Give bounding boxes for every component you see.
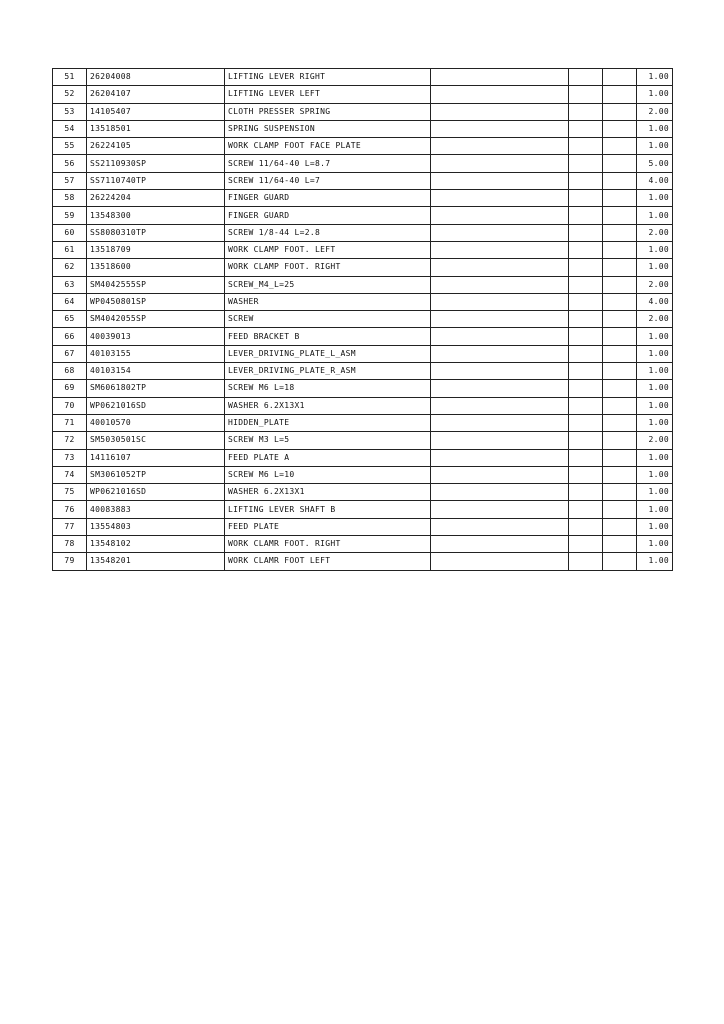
blank-cell	[431, 449, 569, 466]
part-number-cell: 40103154	[87, 363, 225, 380]
table-row	[53, 345, 673, 362]
item-number-cell: 61	[53, 241, 87, 258]
blank-cell	[431, 466, 569, 483]
quantity-cell: 1.00	[637, 345, 673, 362]
part-number-cell: 14116107	[87, 449, 225, 466]
table-row	[53, 536, 673, 553]
part-number-cell: SS2110930SP	[87, 155, 225, 172]
blank-cell	[569, 155, 603, 172]
blank-cell	[431, 432, 569, 449]
quantity-cell: 1.00	[637, 501, 673, 518]
part-number-cell: 40103155	[87, 345, 225, 362]
blank-cell	[569, 241, 603, 258]
blank-cell	[431, 397, 569, 414]
item-number-cell: 52	[53, 86, 87, 103]
blank-cell	[603, 432, 637, 449]
blank-cell	[603, 224, 637, 241]
blank-cell	[431, 380, 569, 397]
table-row	[53, 553, 673, 570]
item-number-cell: 62	[53, 259, 87, 276]
quantity-cell: 1.00	[637, 120, 673, 137]
blank-cell	[603, 466, 637, 483]
quantity-cell: 1.00	[637, 466, 673, 483]
table-row	[53, 120, 673, 137]
description-cell: WASHER 6.2X13X1	[225, 397, 431, 414]
quantity-cell: 1.00	[637, 553, 673, 570]
part-number-cell: 40039013	[87, 328, 225, 345]
blank-cell	[569, 484, 603, 501]
item-number-cell: 69	[53, 380, 87, 397]
blank-cell	[603, 311, 637, 328]
blank-cell	[569, 207, 603, 224]
table-row	[53, 86, 673, 103]
blank-cell	[569, 328, 603, 345]
quantity-cell: 2.00	[637, 276, 673, 293]
blank-cell	[603, 103, 637, 120]
part-number-cell: WP0621016SD	[87, 484, 225, 501]
item-number-cell: 64	[53, 293, 87, 310]
item-number-cell: 51	[53, 69, 87, 86]
item-number-cell: 73	[53, 449, 87, 466]
quantity-cell: 1.00	[637, 86, 673, 103]
blank-cell	[603, 172, 637, 189]
item-number-cell: 79	[53, 553, 87, 570]
description-cell: SCREW 1/8-44 L=2.8	[225, 224, 431, 241]
blank-cell	[569, 536, 603, 553]
blank-cell	[603, 155, 637, 172]
blank-cell	[431, 69, 569, 86]
description-cell: CLOTH PRESSER SPRING	[225, 103, 431, 120]
blank-cell	[603, 484, 637, 501]
quantity-cell: 1.00	[637, 380, 673, 397]
blank-cell	[569, 259, 603, 276]
table-row	[53, 69, 673, 86]
part-number-cell: 26204008	[87, 69, 225, 86]
part-number-cell: 13518709	[87, 241, 225, 258]
description-cell: WASHER 6.2X13X1	[225, 484, 431, 501]
blank-cell	[569, 103, 603, 120]
blank-cell	[603, 553, 637, 570]
blank-cell	[603, 518, 637, 535]
description-cell: WORK CLAMR FOOT. RIGHT	[225, 536, 431, 553]
quantity-cell: 1.00	[637, 536, 673, 553]
part-number-cell: 13554803	[87, 518, 225, 535]
description-cell: SCREW 11/64-40 L=7	[225, 172, 431, 189]
description-cell: SCREW	[225, 311, 431, 328]
item-number-cell: 70	[53, 397, 87, 414]
table-row	[53, 259, 673, 276]
quantity-cell: 1.00	[637, 259, 673, 276]
part-number-cell: 40010570	[87, 414, 225, 431]
table-row	[53, 224, 673, 241]
blank-cell	[569, 172, 603, 189]
description-cell: FINGER GUARD	[225, 190, 431, 207]
blank-cell	[603, 536, 637, 553]
blank-cell	[603, 207, 637, 224]
description-cell: LIFTING LEVER LEFT	[225, 86, 431, 103]
blank-cell	[569, 224, 603, 241]
quantity-cell: 1.00	[637, 207, 673, 224]
quantity-cell: 4.00	[637, 293, 673, 310]
blank-cell	[569, 345, 603, 362]
blank-cell	[431, 259, 569, 276]
item-number-cell: 55	[53, 138, 87, 155]
blank-cell	[603, 241, 637, 258]
quantity-cell: 1.00	[637, 484, 673, 501]
item-number-cell: 78	[53, 536, 87, 553]
description-cell: FINGER GUARD	[225, 207, 431, 224]
blank-cell	[603, 345, 637, 362]
blank-cell	[603, 190, 637, 207]
part-number-cell: 13548102	[87, 536, 225, 553]
blank-cell	[603, 259, 637, 276]
blank-cell	[569, 190, 603, 207]
part-number-cell: 40083883	[87, 501, 225, 518]
item-number-cell: 56	[53, 155, 87, 172]
blank-cell	[431, 276, 569, 293]
part-number-cell: 14105407	[87, 103, 225, 120]
item-number-cell: 54	[53, 120, 87, 137]
quantity-cell: 2.00	[637, 224, 673, 241]
description-cell: SCREW M6 L=18	[225, 380, 431, 397]
blank-cell	[431, 120, 569, 137]
table-row	[53, 380, 673, 397]
blank-cell	[569, 397, 603, 414]
item-number-cell: 77	[53, 518, 87, 535]
blank-cell	[431, 553, 569, 570]
quantity-cell: 1.00	[637, 449, 673, 466]
table-row	[53, 518, 673, 535]
description-cell: FEED PLATE A	[225, 449, 431, 466]
blank-cell	[569, 120, 603, 137]
quantity-cell: 1.00	[637, 138, 673, 155]
blank-cell	[431, 536, 569, 553]
blank-cell	[603, 449, 637, 466]
blank-cell	[431, 363, 569, 380]
parts-list-table	[52, 68, 673, 571]
part-number-cell: WP0450801SP	[87, 293, 225, 310]
quantity-cell: 1.00	[637, 328, 673, 345]
table-row	[53, 328, 673, 345]
part-number-cell: SS7110740TP	[87, 172, 225, 189]
table-row	[53, 138, 673, 155]
description-cell: WORK CLAMP FOOT. RIGHT	[225, 259, 431, 276]
blank-cell	[431, 138, 569, 155]
blank-cell	[431, 501, 569, 518]
part-number-cell: SM3061052TP	[87, 466, 225, 483]
description-cell: HIDDEN_PLATE	[225, 414, 431, 431]
blank-cell	[569, 86, 603, 103]
table-row	[53, 172, 673, 189]
blank-cell	[431, 224, 569, 241]
item-number-cell: 53	[53, 103, 87, 120]
description-cell: FEED PLATE	[225, 518, 431, 535]
quantity-cell: 1.00	[637, 69, 673, 86]
item-number-cell: 59	[53, 207, 87, 224]
blank-cell	[603, 328, 637, 345]
table-row	[53, 501, 673, 518]
description-cell: LEVER_DRIVING_PLATE_R_ASM	[225, 363, 431, 380]
blank-cell	[569, 293, 603, 310]
blank-cell	[431, 311, 569, 328]
table-row	[53, 190, 673, 207]
blank-cell	[431, 345, 569, 362]
blank-cell	[569, 276, 603, 293]
item-number-cell: 57	[53, 172, 87, 189]
item-number-cell: 66	[53, 328, 87, 345]
description-cell: SCREW 11/64-40 L=8.7	[225, 155, 431, 172]
table-row	[53, 276, 673, 293]
quantity-cell: 2.00	[637, 103, 673, 120]
description-cell: WORK CLAMR FOOT LEFT	[225, 553, 431, 570]
table-row	[53, 311, 673, 328]
quantity-cell: 2.00	[637, 432, 673, 449]
part-number-cell: 26224204	[87, 190, 225, 207]
part-number-cell: 13548201	[87, 553, 225, 570]
quantity-cell: 1.00	[637, 241, 673, 258]
blank-cell	[603, 120, 637, 137]
blank-cell	[603, 414, 637, 431]
quantity-cell: 1.00	[637, 363, 673, 380]
description-cell: WORK CLAMP FOOT. LEFT	[225, 241, 431, 258]
blank-cell	[431, 293, 569, 310]
description-cell: SCREW M6 L=10	[225, 466, 431, 483]
blank-cell	[569, 69, 603, 86]
blank-cell	[431, 155, 569, 172]
table-row	[53, 293, 673, 310]
item-number-cell: 63	[53, 276, 87, 293]
part-number-cell: SM4042055SP	[87, 311, 225, 328]
table-row	[53, 449, 673, 466]
table-row	[53, 207, 673, 224]
description-cell: LIFTING LEVER RIGHT	[225, 69, 431, 86]
blank-cell	[603, 276, 637, 293]
table-row	[53, 414, 673, 431]
item-number-cell: 68	[53, 363, 87, 380]
part-number-cell: 13518501	[87, 120, 225, 137]
part-number-cell: SM4042555SP	[87, 276, 225, 293]
item-number-cell: 71	[53, 414, 87, 431]
blank-cell	[603, 138, 637, 155]
blank-cell	[431, 518, 569, 535]
description-cell: WORK CLAMP FOOT FACE PLATE	[225, 138, 431, 155]
blank-cell	[431, 103, 569, 120]
blank-cell	[431, 414, 569, 431]
blank-cell	[603, 69, 637, 86]
table-row	[53, 397, 673, 414]
description-cell: FEED BRACKET B	[225, 328, 431, 345]
item-number-cell: 76	[53, 501, 87, 518]
item-number-cell: 67	[53, 345, 87, 362]
blank-cell	[431, 328, 569, 345]
description-cell: LIFTING LEVER SHAFT B	[225, 501, 431, 518]
part-number-cell: 13518600	[87, 259, 225, 276]
blank-cell	[431, 484, 569, 501]
blank-cell	[569, 501, 603, 518]
item-number-cell: 60	[53, 224, 87, 241]
table-row	[53, 363, 673, 380]
blank-cell	[603, 380, 637, 397]
quantity-cell: 1.00	[637, 518, 673, 535]
item-number-cell: 75	[53, 484, 87, 501]
blank-cell	[569, 518, 603, 535]
description-cell: SCREW_M4_L=25	[225, 276, 431, 293]
part-number-cell: 13548300	[87, 207, 225, 224]
parts-rows	[53, 69, 673, 571]
blank-cell	[603, 397, 637, 414]
part-number-cell: 26224105	[87, 138, 225, 155]
quantity-cell: 1.00	[637, 414, 673, 431]
blank-cell	[431, 241, 569, 258]
quantity-cell: 4.00	[637, 172, 673, 189]
blank-cell	[569, 311, 603, 328]
blank-cell	[603, 363, 637, 380]
blank-cell	[569, 449, 603, 466]
part-number-cell: SM5030501SC	[87, 432, 225, 449]
blank-cell	[569, 553, 603, 570]
table-row	[53, 103, 673, 120]
blank-cell	[603, 86, 637, 103]
quantity-cell: 1.00	[637, 190, 673, 207]
table-row	[53, 155, 673, 172]
item-number-cell: 58	[53, 190, 87, 207]
item-number-cell: 74	[53, 466, 87, 483]
blank-cell	[569, 432, 603, 449]
blank-cell	[603, 293, 637, 310]
blank-cell	[569, 414, 603, 431]
item-number-cell: 72	[53, 432, 87, 449]
table-row	[53, 432, 673, 449]
table-row	[53, 466, 673, 483]
description-cell: LEVER_DRIVING_PLATE_L_ASM	[225, 345, 431, 362]
table-row	[53, 241, 673, 258]
part-number-cell: WP0621016SD	[87, 397, 225, 414]
quantity-cell: 2.00	[637, 311, 673, 328]
quantity-cell: 5.00	[637, 155, 673, 172]
part-number-cell: SM6061802TP	[87, 380, 225, 397]
blank-cell	[569, 466, 603, 483]
blank-cell	[569, 363, 603, 380]
description-cell: SCREW M3 L=5	[225, 432, 431, 449]
blank-cell	[431, 86, 569, 103]
blank-cell	[603, 501, 637, 518]
table-row	[53, 484, 673, 501]
description-cell: WASHER	[225, 293, 431, 310]
blank-cell	[569, 138, 603, 155]
description-cell: SPRING SUSPENSION	[225, 120, 431, 137]
part-number-cell: 26204107	[87, 86, 225, 103]
part-number-cell: SS8080310TP	[87, 224, 225, 241]
quantity-cell: 1.00	[637, 397, 673, 414]
blank-cell	[569, 380, 603, 397]
blank-cell	[431, 172, 569, 189]
item-number-cell: 65	[53, 311, 87, 328]
blank-cell	[431, 207, 569, 224]
blank-cell	[431, 190, 569, 207]
